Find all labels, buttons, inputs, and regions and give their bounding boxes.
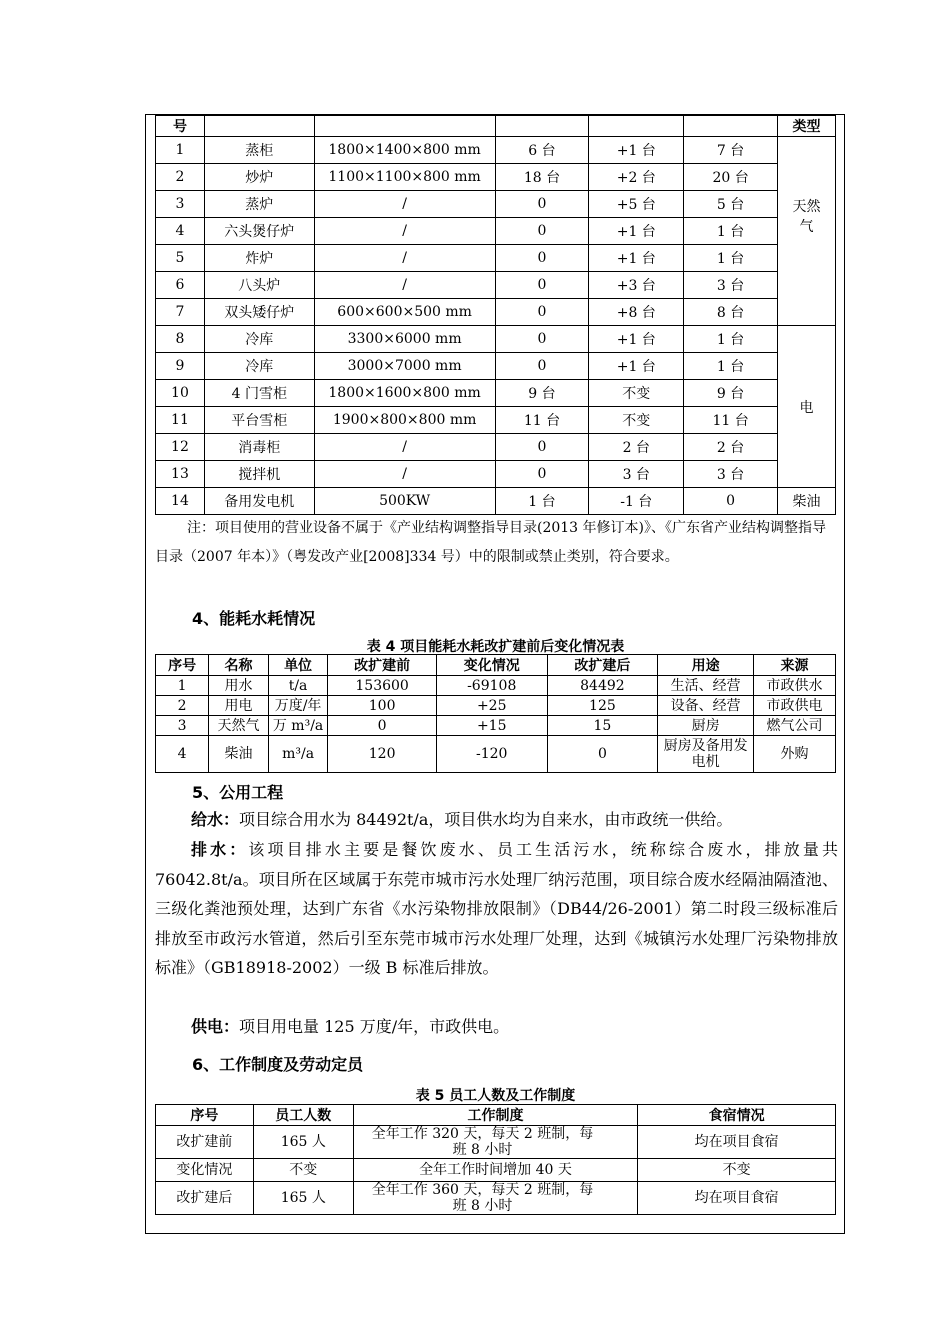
equipment-before-cell: 0 — [495, 434, 589, 461]
equipment-name-cell: 冷库 — [204, 326, 314, 353]
equipment-change-cell: 不变 — [589, 407, 684, 434]
equipment-name-cell: 六头煲仔炉 — [204, 218, 314, 245]
water-supply-paragraph — [155, 805, 838, 835]
header-type: 类型 — [777, 116, 835, 137]
equipment-no-cell: 10 — [156, 380, 205, 407]
equipment-spec-cell: / — [314, 434, 495, 461]
equipment-before-cell: 6 台 — [495, 137, 589, 164]
equipment-spec-cell: 600×600×500 mm — [314, 299, 495, 326]
equipment-before-cell: 11 台 — [495, 407, 589, 434]
staff-row — [156, 1159, 836, 1182]
staff-cell: 不变 — [253, 1159, 353, 1182]
staff-cell: 均在项目食宿 — [638, 1126, 836, 1159]
equipment-row — [156, 218, 836, 245]
equipment-no-cell: 14 — [156, 488, 205, 515]
energy-cell: m³/a — [268, 736, 328, 773]
equipment-name-cell: 冷库 — [204, 353, 314, 380]
energy-header-cell: 单位 — [268, 655, 328, 676]
energy-cell: 厨房及备用发电机 — [658, 736, 754, 773]
energy-header-cell: 改扩建前 — [328, 655, 437, 676]
energy-cell: +25 — [436, 696, 547, 716]
staff-cell: 改扩建前 — [156, 1126, 254, 1159]
staff-header-row — [156, 1105, 836, 1126]
equipment-spec-cell: / — [314, 218, 495, 245]
water-supply-label: 给水： — [191, 810, 240, 829]
equipment-after-cell: 9 台 — [684, 380, 778, 407]
equipment-change-cell: +1 台 — [589, 218, 684, 245]
equipment-row — [156, 299, 836, 326]
equipment-before-cell: 0 — [495, 299, 589, 326]
equipment-after-cell: 2 台 — [684, 434, 778, 461]
equipment-row — [156, 380, 836, 407]
energy-header-cell: 序号 — [156, 655, 209, 676]
staff-row — [156, 1182, 836, 1215]
drainage-label: 排水： — [191, 840, 249, 859]
equipment-change-cell: +1 台 — [589, 137, 684, 164]
equipment-table — [155, 115, 836, 515]
equipment-before-cell: 0 — [495, 218, 589, 245]
energy-cell: 天然气 — [209, 716, 269, 736]
staff-table — [155, 1104, 836, 1215]
energy-cell: t/a — [268, 676, 328, 696]
equipment-change-cell: +5 台 — [589, 191, 684, 218]
equipment-name-cell: 炸炉 — [204, 245, 314, 272]
equipment-row — [156, 434, 836, 461]
energy-cell: 0 — [328, 716, 437, 736]
energy-header-cell: 变化情况 — [436, 655, 547, 676]
energy-cell: -120 — [436, 736, 547, 773]
equipment-name-cell: 备用发电机 — [204, 488, 314, 515]
section-4-title: 4、能耗水耗情况 — [192, 609, 316, 628]
table-5-caption: 表 5 员工人数及工作制度 — [415, 1088, 576, 1104]
type-gas-cell: 天然气 — [777, 137, 835, 326]
equipment-spec-cell: / — [314, 461, 495, 488]
equipment-name-cell: 搅拌机 — [204, 461, 314, 488]
staff-header-cell: 工作制度 — [353, 1105, 638, 1126]
drainage-paragraph — [155, 835, 838, 983]
energy-cell: 柴油 — [209, 736, 269, 773]
power-label: 供电： — [191, 1017, 240, 1036]
equipment-no-cell: 9 — [156, 353, 205, 380]
energy-row — [156, 676, 836, 696]
equipment-change-cell: +3 台 — [589, 272, 684, 299]
equipment-no-cell: 2 — [156, 164, 205, 191]
equipment-name-cell: 双头矮仔炉 — [204, 299, 314, 326]
staff-cell: 变化情况 — [156, 1159, 254, 1182]
energy-cell: 3 — [156, 716, 209, 736]
equipment-row — [156, 245, 836, 272]
equipment-no-cell: 3 — [156, 191, 205, 218]
staff-header-cell: 序号 — [156, 1105, 254, 1126]
equipment-name-cell: 炒炉 — [204, 164, 314, 191]
energy-cell: 153600 — [328, 676, 437, 696]
energy-cell: 用电 — [209, 696, 269, 716]
power-paragraph — [155, 1012, 838, 1042]
equipment-row — [156, 164, 836, 191]
energy-cell: 生活、经营 — [658, 676, 754, 696]
equipment-no-cell: 7 — [156, 299, 205, 326]
equipment-row — [156, 488, 836, 515]
energy-cell: 84492 — [547, 676, 658, 696]
equipment-after-cell: 1 台 — [684, 326, 778, 353]
equipment-note: 注：项目使用的营业设备不属于《产业结构调整指导目录(2013 年修订本)》、《广东省产业结构调整指导目录（2007 年本）》（粤发改产业[2008]334 号）中的限制或禁止类别，符合要求。 — [155, 520, 827, 565]
equipment-before-cell: 1 台 — [495, 488, 589, 515]
equipment-no-cell: 11 — [156, 407, 205, 434]
equipment-after-cell: 7 台 — [684, 137, 778, 164]
energy-cell: 15 — [547, 716, 658, 736]
equipment-no-cell: 4 — [156, 218, 205, 245]
equipment-change-cell: +1 台 — [589, 245, 684, 272]
equipment-after-cell: 3 台 — [684, 272, 778, 299]
equipment-row — [156, 191, 836, 218]
staff-cell: 全年工作 320 天，每天 2 班制，每班 8 小时 — [353, 1126, 638, 1159]
equipment-before-cell: 0 — [495, 191, 589, 218]
equipment-spec-cell: / — [314, 191, 495, 218]
staff-cell: 改扩建后 — [156, 1182, 254, 1215]
equipment-before-cell: 0 — [495, 326, 589, 353]
energy-cell: 0 — [547, 736, 658, 773]
energy-cell: -69108 — [436, 676, 547, 696]
energy-cell: 120 — [328, 736, 437, 773]
equipment-change-cell: +2 台 — [589, 164, 684, 191]
equipment-row — [156, 137, 836, 164]
equipment-spec-cell: / — [314, 245, 495, 272]
energy-row — [156, 736, 836, 773]
equipment-after-cell: 3 台 — [684, 461, 778, 488]
equipment-before-cell: 0 — [495, 353, 589, 380]
staff-header-cell: 员工人数 — [253, 1105, 353, 1126]
equipment-spec-cell: 3000×7000 mm — [314, 353, 495, 380]
staff-row — [156, 1126, 836, 1159]
staff-cell: 全年工作 360 天，每天 2 班制，每班 8 小时 — [353, 1182, 638, 1215]
staff-cell: 165 人 — [253, 1182, 353, 1215]
equipment-row — [156, 407, 836, 434]
energy-cell: 设备、经营 — [658, 696, 754, 716]
equipment-after-cell: 8 台 — [684, 299, 778, 326]
equipment-no-cell: 1 — [156, 137, 205, 164]
equipment-row — [156, 272, 836, 299]
equipment-before-cell: 0 — [495, 461, 589, 488]
equipment-spec-cell: 1800×1400×800 mm — [314, 137, 495, 164]
staff-cell: 均在项目食宿 — [638, 1182, 836, 1215]
header-no: 号 — [156, 116, 205, 137]
equipment-header-row — [156, 116, 836, 137]
equipment-spec-cell: 1900×800×800 mm — [314, 407, 495, 434]
equipment-spec-cell: 1800×1600×800 mm — [314, 380, 495, 407]
equipment-no-cell: 12 — [156, 434, 205, 461]
equipment-change-cell: +8 台 — [589, 299, 684, 326]
energy-cell: 万度/年 — [268, 696, 328, 716]
equipment-spec-cell: 1100×1100×800 mm — [314, 164, 495, 191]
type-electric-cell: 电 — [777, 326, 835, 488]
equipment-no-cell: 6 — [156, 272, 205, 299]
equipment-after-cell: 11 台 — [684, 407, 778, 434]
drainage-text: 该项目排水主要是餐饮废水、员工生活污水，统称综合废水，排放量共 76042.8t/a。项目所在区域属于东莞市城市污水处理厂纳污范围，项目综合废水经隔油隔渣池、三级化粪池预处理，达到广东省《水污染物排放限制》（DB44/26-2001）第二时段三级标准后排放至市政污水管道，然后引至东莞市城市污水处理厂处理，达到《城镇污水处理厂污染物排放标准》（GB18918-2002）一级 B 标准后排放。 — [155, 840, 838, 977]
equipment-name-cell: 八头炉 — [204, 272, 314, 299]
equipment-row — [156, 326, 836, 353]
staff-cell: 165 人 — [253, 1126, 353, 1159]
section-6-title: 6、工作制度及劳动定员 — [192, 1055, 364, 1074]
energy-header-cell: 改扩建后 — [547, 655, 658, 676]
equipment-before-cell: 18 台 — [495, 164, 589, 191]
power-text: 项目用电量 125 万度/年，市政供电。 — [239, 1017, 510, 1036]
energy-cell: 用水 — [209, 676, 269, 696]
equipment-change-cell: 2 台 — [589, 434, 684, 461]
equipment-name-cell: 蒸柜 — [204, 137, 314, 164]
energy-row — [156, 716, 836, 736]
energy-cell: 厨房 — [658, 716, 754, 736]
energy-cell: 外购 — [754, 736, 836, 773]
section-5-title: 5、公用工程 — [192, 783, 284, 802]
energy-cell: 燃气公司 — [754, 716, 836, 736]
equipment-no-cell: 8 — [156, 326, 205, 353]
staff-cell: 全年工作时间增加 40 天 — [353, 1159, 638, 1182]
energy-cell: 125 — [547, 696, 658, 716]
energy-cell: 4 — [156, 736, 209, 773]
equipment-name-cell: 蒸炉 — [204, 191, 314, 218]
equipment-name-cell: 消毒柜 — [204, 434, 314, 461]
equipment-no-cell: 5 — [156, 245, 205, 272]
energy-cell: 2 — [156, 696, 209, 716]
energy-cell: 市政供水 — [754, 676, 836, 696]
energy-header-cell: 名称 — [209, 655, 269, 676]
water-supply-text: 项目综合用水为 84492t/a，项目供水均为自来水，由市政统一供给。 — [239, 810, 733, 829]
energy-table — [155, 654, 836, 773]
equipment-after-cell: 1 台 — [684, 245, 778, 272]
equipment-before-cell: 0 — [495, 245, 589, 272]
energy-row — [156, 696, 836, 716]
equipment-after-cell: 5 台 — [684, 191, 778, 218]
energy-cell: 1 — [156, 676, 209, 696]
energy-cell: 万 m³/a — [268, 716, 328, 736]
equipment-change-cell: +1 台 — [589, 326, 684, 353]
equipment-after-cell: 1 台 — [684, 218, 778, 245]
equipment-no-cell: 13 — [156, 461, 205, 488]
equipment-spec-cell: / — [314, 272, 495, 299]
energy-header-cell: 用途 — [658, 655, 754, 676]
equipment-row — [156, 461, 836, 488]
equipment-spec-cell: 500KW — [314, 488, 495, 515]
equipment-after-cell: 1 台 — [684, 353, 778, 380]
equipment-change-cell: -1 台 — [589, 488, 684, 515]
energy-cell: +15 — [436, 716, 547, 736]
energy-cell: 市政供电 — [754, 696, 836, 716]
equipment-row — [156, 353, 836, 380]
equipment-change-cell: 不变 — [589, 380, 684, 407]
equipment-before-cell: 9 台 — [495, 380, 589, 407]
equipment-before-cell: 0 — [495, 272, 589, 299]
equipment-after-cell: 20 台 — [684, 164, 778, 191]
energy-header-row — [156, 655, 836, 676]
staff-header-cell: 食宿情况 — [638, 1105, 836, 1126]
type-diesel-cell: 柴油 — [777, 488, 835, 515]
equipment-after-cell: 0 — [684, 488, 778, 515]
staff-cell: 不变 — [638, 1159, 836, 1182]
equipment-change-cell: +1 台 — [589, 353, 684, 380]
equipment-spec-cell: 3300×6000 mm — [314, 326, 495, 353]
energy-header-cell: 来源 — [754, 655, 836, 676]
table-4-caption: 表 4 项目能耗水耗改扩建前后变化情况表 — [366, 639, 625, 655]
equipment-change-cell: 3 台 — [589, 461, 684, 488]
equipment-name-cell: 4 门雪柜 — [204, 380, 314, 407]
equipment-name-cell: 平台雪柜 — [204, 407, 314, 434]
energy-cell: 100 — [328, 696, 437, 716]
